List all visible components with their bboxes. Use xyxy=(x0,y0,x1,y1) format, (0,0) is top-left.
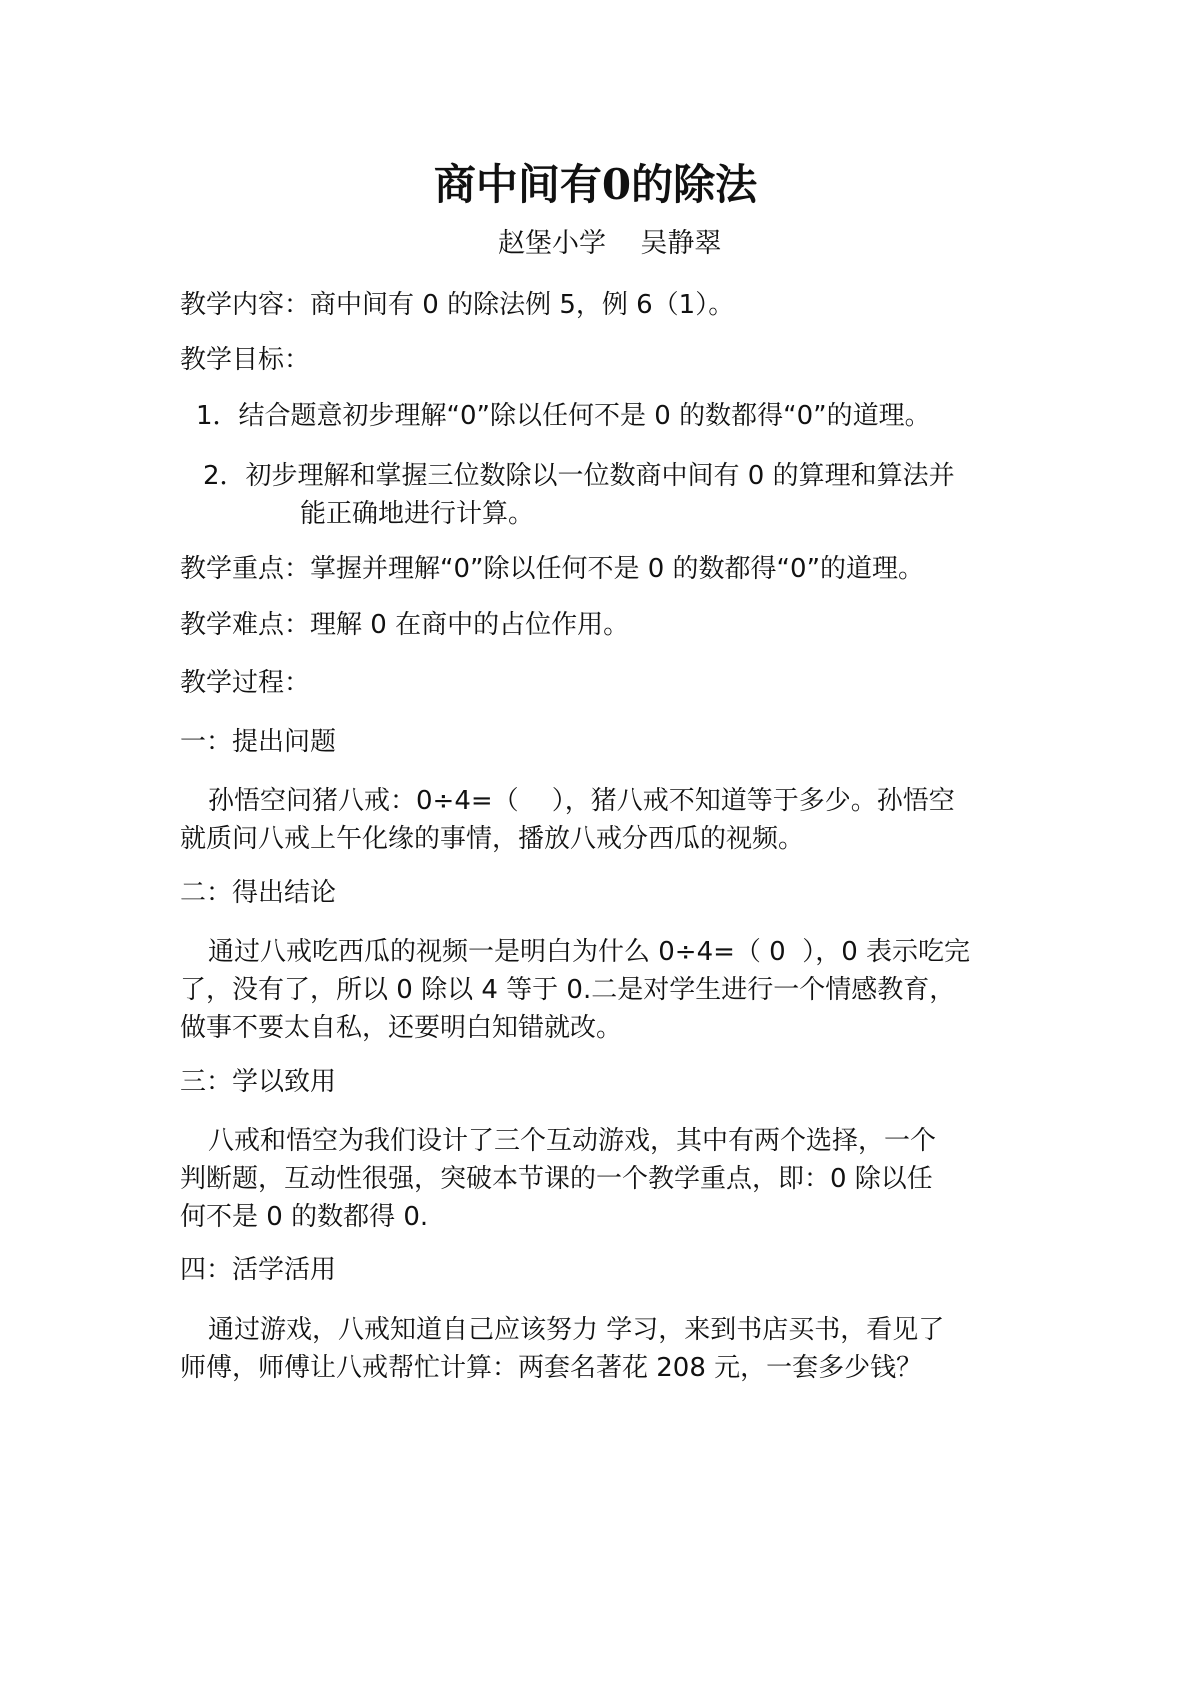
author-line: 赵堡小学 吴静翠 xyxy=(498,228,722,259)
section-2-paragraph-line: 通过八戒吃西瓜的视频一是明白为什么 0÷4=（ 0 ），0 表示吃完 xyxy=(208,937,971,967)
section-2-paragraph-line: 了，没有了，所以 0 除以 4 等于 0.二是对学生进行一个情感教育， xyxy=(180,975,956,1005)
section-1-heading: 一：提出问题 xyxy=(180,727,337,757)
key-point: 教学重点：掌握并理解“0”除以任何不是 0 的数都得“0”的道理。 xyxy=(180,554,925,584)
section-2-paragraph-line: 做事不要太自私，还要明白知错就改。 xyxy=(180,1013,623,1043)
section-4-heading: 四：活学活用 xyxy=(180,1255,337,1285)
section-4-paragraph-line: 师傅，师傅让八戒帮忙计算：两套名著花 208 元，一套多少钱？ xyxy=(180,1353,923,1383)
difficulty-point: 教学难点：理解 0 在商中的占位作用。 xyxy=(180,610,630,640)
section-3-heading: 三：学以致用 xyxy=(180,1067,337,1097)
section-3-paragraph-line: 何不是 0 的数都得 0. xyxy=(180,1202,429,1232)
section-3-paragraph-line: 八戒和悟空为我们设计了三个互动游戏，其中有两个选择，一个 xyxy=(208,1126,937,1156)
section-4-paragraph-line: 通过游戏，八戒知道自己应该努力 学习，来到书店买书，看见了 xyxy=(208,1315,945,1345)
teaching-process-heading: 教学过程： xyxy=(180,668,311,698)
section-1-paragraph-line: 就质问八戒上午化缘的事情，播放八戒分西瓜的视频。 xyxy=(180,824,805,854)
page-title: 商中间有0的除法 xyxy=(433,160,758,209)
section-3-paragraph-line: 判断题，互动性很强，突破本节课的一个教学重点，即：0 除以任 xyxy=(180,1164,933,1194)
section-1-paragraph-line: 孙悟空问猪八戒：0÷4=（ ），猪八戒不知道等于多少。孙悟空 xyxy=(208,786,955,816)
teaching-goal-1: 1．结合题意初步理解“0”除以任何不是 0 的数都得“0”的道理。 xyxy=(196,401,931,431)
teaching-goals-heading: 教学目标： xyxy=(180,345,311,375)
teaching-content: 教学内容：商中间有 0 的除法例 5，例 6（1）。 xyxy=(180,290,735,320)
section-2-heading: 二：得出结论 xyxy=(180,878,337,908)
teaching-goal-2-line-1: 2．初步理解和掌握三位数除以一位数商中间有 0 的算理和算法并 xyxy=(203,461,955,491)
teaching-goal-2-line-2: 能正确地进行计算。 xyxy=(300,499,535,529)
